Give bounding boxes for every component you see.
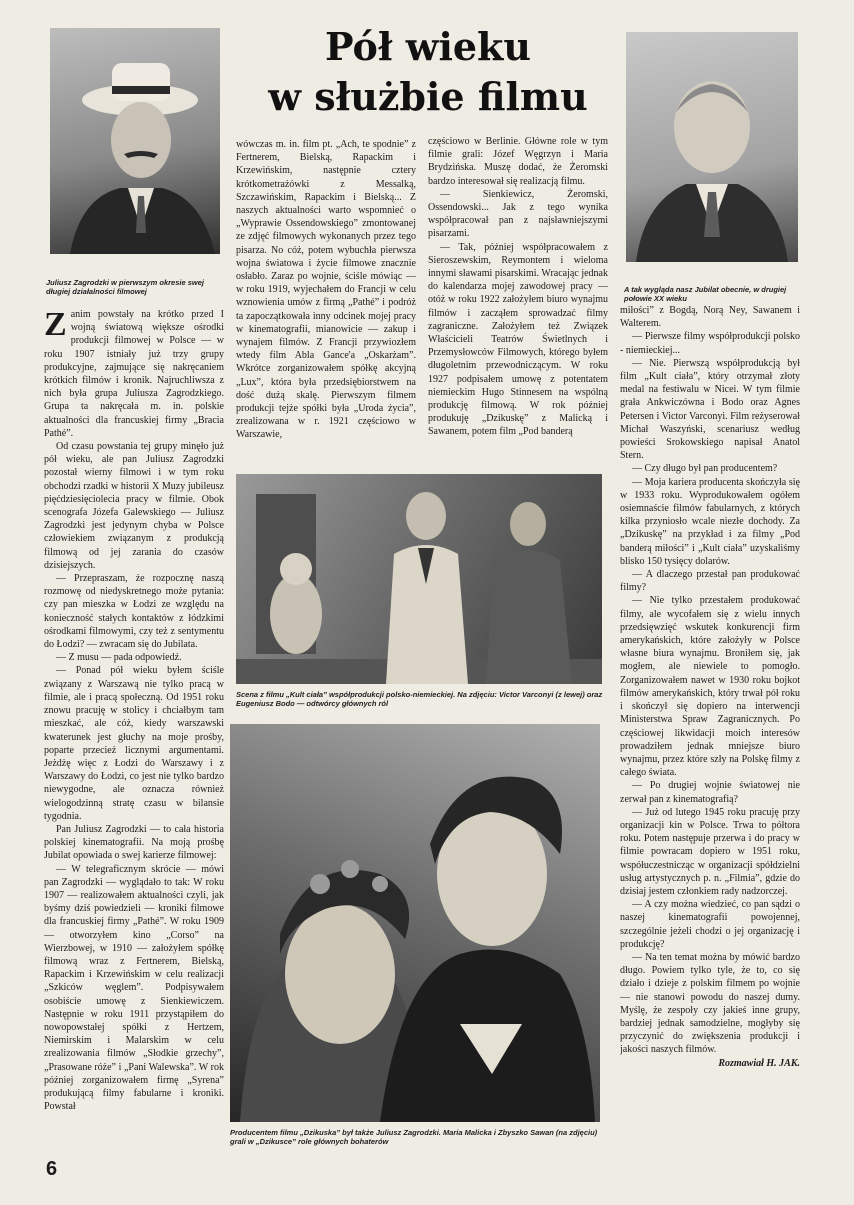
page-number: 6 [46, 1158, 58, 1180]
article-title [238, 22, 618, 122]
article-column-3 [428, 135, 608, 463]
drop-cap: Z [44, 308, 67, 343]
interviewer-signature: Rozmawiał H. JAK. [718, 1057, 800, 1069]
caption-scene-kult-ciala: Scena z filmu „Kult ciała” współprodukcji polsko-niemieckiej. Na zdjęciu: Victor Varconyi (z lewej) oraz Eugeniusz Bodo — odtwórcy głównych ról [236, 690, 603, 708]
caption-young-portrait: Juliusz Zagrodzki w pierwszym okresie swej długiej działalności filmowej [46, 278, 204, 296]
col1-p1-text: anim powstały na krótko przed I wojną światową większe ośrodki produkcji filmowej w Polsce — w roku 1907 istniały już trzy grupy produkcyjne, zajmujące się nakręcaniem krótkich filmów i kronik. Najruchliwsza z nich była grupa Juliusza Zagrodzkiego. Grupa ta nakręcała m. in. polskie aktualności dla francuskiej firmy „Bracia Pathé”. [44, 309, 224, 439]
portrait-old-photo [626, 32, 798, 262]
scene-kult-ciala-photo [236, 474, 602, 684]
title-line-1: Pół wieku [324, 24, 532, 69]
col3-paragraph-3: — Tak, później współpracowałem z Sieroszewskim, Reymontem i wieloma innymi sławami pisarskimi. Wracając jednak do kalendarza mojej zawodowej pracy — otóż w roku 1922 założyłem biuro wynajmu filmów i zacząłem sprowadzać filmy zagraniczne. Założyłem też Związek Właścicieli Teatrów Świetlnych i Przemysłowców Filmowych, którego byłem długoletnim przewodniczącym. W roku 1927 podpisałem umowę z potentatem niemieckim Hugo Stinnesem na wspólną produkcję filmową. W rok później produkuję „Dzikuskę” z Malicką i Sawanem, potem film „Pod banderą [428, 241, 608, 438]
col1-paragraph-4: — Z musu — pada odpowiedź. [56, 652, 182, 664]
scene-dzikuska-figures [230, 724, 600, 1122]
col4-paragraph-5: — Moja kariera producenta skończyła się w 1933 roku. Wyprodukowałem ogółem osiemnaście filmów fabularnych, z których kilka przyniosło wcale niezłe dochody. Za „Dzikuskę” na przykład i za filmy „Pod banderą miłości” i „Kult ciała” uzyskaliśmy blisko 150 tysięcy dolarów. [620, 476, 800, 567]
col1-paragraph-1 [44, 308, 224, 440]
col4-paragraph-2: — Pierwsze filmy współprodukcji polsko - niemieckiej... [620, 331, 800, 356]
scene-kult-ciala-figures [236, 474, 602, 684]
col1-paragraph-3: — Przepraszam, że rozpocznę naszą rozmowę od niedyskretnego może pytania: czy pan mieszka w Łodzi ze względu na konieczność stałych kontaktów z łódzkimi ośrodkami filmowymi, czy też z sentymentu do Łodzi? — zwracam się do Jubilata. [44, 573, 224, 651]
col4-paragraph-9: — Już od lutego 1945 roku pracuję przy organizacji kin w Polsce. Trwa to półtora roku. Potem następuje przerwa i do pracy w filmie powracam dopiero w 1951 roku, współuczestnicząc w organizacji spółdzielni usług artystycznych p. n. „Filmia”, gdzie do dzisiaj jestem członkiem rady nadzorczej. [620, 806, 800, 897]
title-line-2: w służbie filmu [268, 74, 588, 119]
col4-paragraph-1: miłości” z Bogdą, Norą Ney, Sawanem i Walterem. [620, 305, 800, 330]
col4-paragraph-10: — A czy można wiedzieć, co pan sądzi o naszej kinematografii powojennej, szczególnie jeżeli chodzi o jej organizację i produkcję? [620, 899, 800, 950]
scene-dzikuska-photo [230, 724, 600, 1122]
portrait-young-photo [50, 28, 220, 254]
portrait-old-figure [626, 32, 798, 262]
col4-paragraph-11: — Na ten temat można by mówić bardzo długo. Powiem tylko tyle, że to, co się działo i dzieje z polskim filmem po wojnie — nie stanowi powodu do naszej dumy. Myślę, że zespoły czy jakieś inne grupy, bardziej jednak samodzielne, mogłyby się przyczynić do zwiększenia produkcji i jakości naszych filmów. [620, 951, 800, 1056]
caption-scene-dzikuska: Producentem filmu „Dzikuska” był także Juliusz Zagrodzki. Maria Malicka i Zbyszko Sawan (na zdjęciu) grali w „Dzikusce” role głównych bohaterów [230, 1128, 598, 1146]
col1-paragraph-2: Od czasu powstania tej grupy minęło już pół wieku, ale pan Juliusz Zagrodzki pozostał wierny filmowi i w tym roku obchodzi rzadki w historii X Muzy jubileusz pięćdziesięciolecia pracy w filmie. Obok scenografa Józefa Galewskiego — Juliusz Zagrodzki jest jedynym chyba w Polsce człowiekiem związanym z produkcją filmową od jej zarania do czasów dzisiejszych. [44, 441, 224, 571]
caption-old-portrait: A tak wygląda nasz Jubilat obecnie, w drugiej połowie XX wieku [624, 285, 787, 303]
col3-paragraph-1: częściowo w Berlinie. Główne role w tym filmie grali: Józef Węgrzyn i Maria Brydzińska. Muszę dodać, że Żeromski bardzo interesował się realizacją filmu. [428, 136, 608, 187]
col4-paragraph-3: — Nie. Pierwszą współprodukcją był film „Kult ciała”, który otrzymał złoty medal na festiwalu w Nicei. W tym filmie grała Ankwiczówna i Bodo oraz Agnes Petersen i Victor Varconyi. Film reżyserował Michał Waszyński, scenariusz według powieści Srokowskiego napisał Anatol Stern. [620, 357, 800, 462]
article-column-4 [620, 304, 800, 1150]
col4-paragraph-6: — A dlaczego przestał pan produkować filmy? [620, 569, 800, 594]
col3-paragraph-2: — Sienkiewicz, Żeromski, Ossendowski... Jak z tego wynika współpracował pan z najsławniejszymi pisarzami. [428, 188, 608, 240]
article-column-1 [44, 308, 224, 1150]
col1-paragraph-5: — Ponad pół wieku byłem ściśle związany z Warszawą nie tylko pracą w filmie, ale i pracą społeczną. Od 1951 roku znowu pracuję w stolicy i chciałbym tam mieszkać, ale cóż, kiedy warszawski kwaterunek jest głuchy na moje prośby, poparte przecież licznymi argumentami. Jeżdżę więc z Łodzi do Warszawy i z Warszawy do Łodzi, co jest nie tylko bardzo niewygodne, ale oznacza również wielogodzinną stratę czasu w bilansie tygodnia. [44, 665, 224, 822]
col1-paragraph-7: — W telegraficznym skrócie — mówi pan Zagrodzki — wyglądało to tak: W roku 1907 — realizowałem aktualności czyli, jak byśmy dziś powiedzieli — kroniki filmowe dla francuskiej firmy „Pathé”. W roku 1909 — otworzyłem kino „Corso” na Wierzbowej, w 1910 — założyłem spółkę filmową wraz z Fertnerem, Bielską, Rapackim i Krzewińskim w celu realizacji „Szkiców węglem”. Podpisywałem osobiście umowę z Sienkiewiczem. Następnie w roku 1911 przystąpiłem do nowopowstałej spółki z Hertzem, Niemirskim i Malarskim w celu zrealizowania filmów „Słodkie grzechy”, „Prasowane róże” i „Pani Walewska”. W rok później zorganizowałem firmę „Syrena” produkującą filmy fabularne i kroniki. Powstał [44, 863, 224, 1113]
col1-paragraph-6: Pan Juliusz Zagrodzki — to cała historia polskiej kinematografii. Na moją prośbę Jubilat opowiada o swej karierze filmowej: [44, 823, 224, 862]
col4-paragraph-8: — Po drugiej wojnie światowej nie zerwał pan z kinematografią? [620, 780, 800, 805]
article-column-2 [236, 138, 416, 460]
col4-paragraph-4: — Czy długo był pan producentem? [632, 463, 778, 475]
col4-paragraph-7: — Nie tylko przestałem produkować filmy, ale wycofałem się z wielu innych przedsięwzięć wskutek konkurencji firm amerykańskich, które założyły w Polsce własne biura wynajmu. Broniłem się, jak mogłem, ale niewiele to pomogło. Zorganizowałem nawet w 1930 roku bojkot filmów amerykańskich, który trwał pół roku i skończył się dopiero na interwencji Ministerstwa Spraw Zagranicznych. Po częściowej likwidacji moich interesów prowadziłem jednak mniejsze biuro wynajmu, przez które szły na Polskę filmy z całego świata. [620, 595, 800, 779]
col2-paragraph-1: wówczas m. in. film pt. „Ach, te spodnie” z Fertnerem, Bielską, Rapackim i Krzewińskim, następnie cztery krótkometrażówki z Messalką, Szczawińskim, Rapackim i Bielską... Z naszych aktualności warto wspomnieć o „Wyprawie Ossendowskiego” zmontowanej ze zdjęć filmowych wykonanych przez tego pisarza. No cóż, potem wybuchła pierwsza wojna światowa i życie filmowe znacznie osłabło. Zaraz po wojnie, ściśle mówiąc — w roku 1919, wyjechałem do Francji w celu wznowienia umów z firmą „Pathé” i podróż ta zapoczątkowała inny odcinek mojej pracy w kinematografii, mianowicie — zakup i wynajem filmów. Z Francji przywiozłem wtedy film Abla Gance'a „Oskarżam”. Wkrótce zorganizowałem spółkę akcyjną „Lux”, która była przedsiębiorstwem na dość dużą skalę. Pierwszym filmem produkcji tejże spółki była „Uroda życia”, zrealizowana w r. 1921 częściowo w Warszawie, [236, 139, 416, 441]
portrait-young-figure [50, 28, 220, 254]
